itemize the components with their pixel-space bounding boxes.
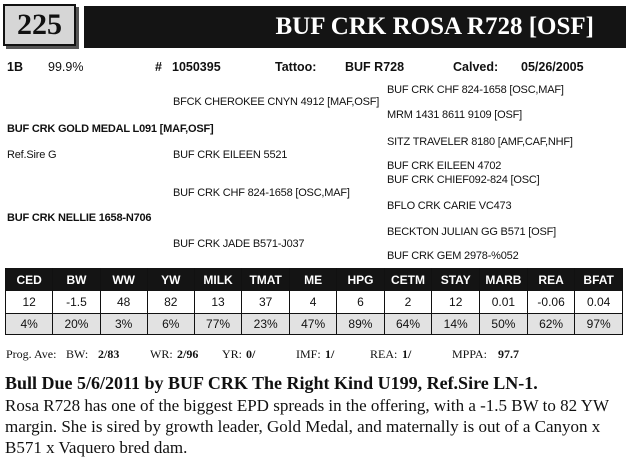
epd-header: MILK	[194, 268, 242, 291]
epd-value: 12	[432, 291, 480, 314]
pedigree-sds: SITZ TRAVELER 8180 [AMF,CAF,NHF]	[387, 136, 573, 148]
epd-percentile: 47%	[290, 314, 337, 335]
epd-values-row	[6, 291, 623, 314]
percent-blood: 99.9%	[48, 60, 84, 74]
tattoo-value: BUF R728	[345, 60, 405, 74]
epd-percentile: 20%	[53, 314, 100, 335]
pedigree-sire-dam: BUF CRK EILEEN 5521	[173, 149, 288, 161]
epd-value: -1.5	[53, 291, 100, 314]
epd-value: -0.06	[527, 291, 574, 314]
epd-value: 2	[384, 291, 432, 314]
epd-percentile: 62%	[527, 314, 574, 335]
epd-header: CED	[6, 268, 53, 291]
progeny-yr-label: YR:	[222, 347, 243, 361]
reg-number: 1050395	[172, 60, 221, 74]
pedigree-sdd: BUF CRK EILEEN 4702	[387, 160, 502, 172]
epd-value: 37	[242, 291, 290, 314]
epd-value: 4	[290, 291, 337, 314]
epd-table	[5, 268, 623, 335]
epd-header: YW	[147, 268, 194, 291]
pedigree-sire: BUF CRK GOLD MEDAL L091 [MAF,OSF]	[7, 123, 214, 135]
calved-value: 05/26/2005	[521, 60, 584, 74]
epd-percentile: 50%	[479, 314, 527, 335]
animal-name-banner: BUF CRK ROSA R728 [OSF]	[84, 6, 626, 48]
epd-percentile: 4%	[6, 314, 53, 335]
progeny-mppa-label: MPPA:	[452, 347, 487, 361]
due-line: Bull Due 5/6/2011 by BUF CRK The Right Kind U199, Ref.Sire LN-1.	[5, 373, 538, 393]
epd-header: BW	[53, 268, 100, 291]
progeny-label: Prog. Ave:	[6, 347, 57, 361]
epd-header: TMAT	[242, 268, 290, 291]
epd-header: REA	[527, 268, 574, 291]
epd-percentile-row	[6, 314, 623, 335]
progeny-imf-label: IMF:	[296, 347, 321, 361]
progeny-rea-label: REA:	[370, 347, 398, 361]
description: Rosa R728 has one of the biggest EPD spreads in the offering, with a -1.5 BW to 82 YW margin. She is sired by growth leader, Gold Medal, and maternally is out of a Canyon x B571 x Vaquero bred dam.	[5, 396, 609, 457]
epd-header: STAY	[432, 268, 480, 291]
epd-value: 0.01	[479, 291, 527, 314]
epd-value: 0.04	[575, 291, 623, 314]
epd-header: BFAT	[575, 268, 623, 291]
pedigree-ssd: MRM 1431 8611 9109 [OSF]	[387, 109, 523, 121]
epd-value: 82	[147, 291, 194, 314]
progeny-mppa: 97.7	[498, 347, 519, 361]
epd-percentile: 3%	[100, 314, 147, 335]
calved-label: Calved:	[453, 60, 499, 74]
epd-header: MARB	[479, 268, 527, 291]
epd-percentile: 77%	[194, 314, 242, 335]
pedigree-sire-sire: BFCK CHEROKEE CNYN 4912 [MAF,OSF]	[173, 96, 380, 108]
epd-percentile: 23%	[242, 314, 290, 335]
epd-percentile: 97%	[575, 314, 623, 335]
epd-header: HPG	[337, 268, 384, 291]
epd-percentile: 64%	[384, 314, 432, 335]
pedigree-dds: BECKTON JULIAN GG B571 [OSF]	[387, 226, 557, 238]
pedigree-dam-sire: BUF CRK CHF 824-1658 [OSC,MAF]	[173, 187, 350, 199]
lot-number: 225	[3, 4, 76, 46]
epd-value: 48	[100, 291, 147, 314]
tattoo-label: Tattoo:	[275, 60, 317, 74]
epd-percentile: 89%	[337, 314, 384, 335]
epd-percentile: 6%	[147, 314, 194, 335]
progeny-imf: 1/	[325, 347, 335, 361]
pedigree-dss: BUF CRK CHIEF092-824 [OSC]	[387, 174, 540, 186]
pedigree-ddd: BUF CRK GEM 2978-%052	[387, 250, 519, 262]
pedigree-sss: BUF CRK CHF 824-1658 [OSC,MAF]	[387, 84, 564, 96]
epd-header: ME	[290, 268, 337, 291]
epd-header: WW	[100, 268, 147, 291]
pedigree-dam: BUF CRK NELLIE 1658-N706	[7, 212, 152, 224]
epd-header-row	[6, 268, 623, 291]
progeny-wr-label: WR:	[150, 347, 173, 361]
epd-percentile: 14%	[432, 314, 480, 335]
progeny-bw-label: BW:	[66, 347, 89, 361]
epd-value: 12	[6, 291, 53, 314]
pedigree-dam-dam: BUF CRK JADE B571-J037	[173, 238, 305, 250]
epd-header: CETM	[384, 268, 432, 291]
pedigree-dsd: BFLO CRK CARIE VC473	[387, 200, 512, 212]
pedigree-ref-sire: Ref.Sire G	[7, 149, 57, 161]
progeny-rea: 1/	[402, 347, 412, 361]
epd-value: 6	[337, 291, 384, 314]
progeny-yr: 0/	[246, 347, 256, 361]
position: 1B	[7, 60, 23, 74]
progeny-bw: 2/83	[98, 347, 120, 361]
epd-value: 13	[194, 291, 242, 314]
reg-label: #	[155, 60, 162, 74]
progeny-wr: 2/96	[177, 347, 199, 361]
